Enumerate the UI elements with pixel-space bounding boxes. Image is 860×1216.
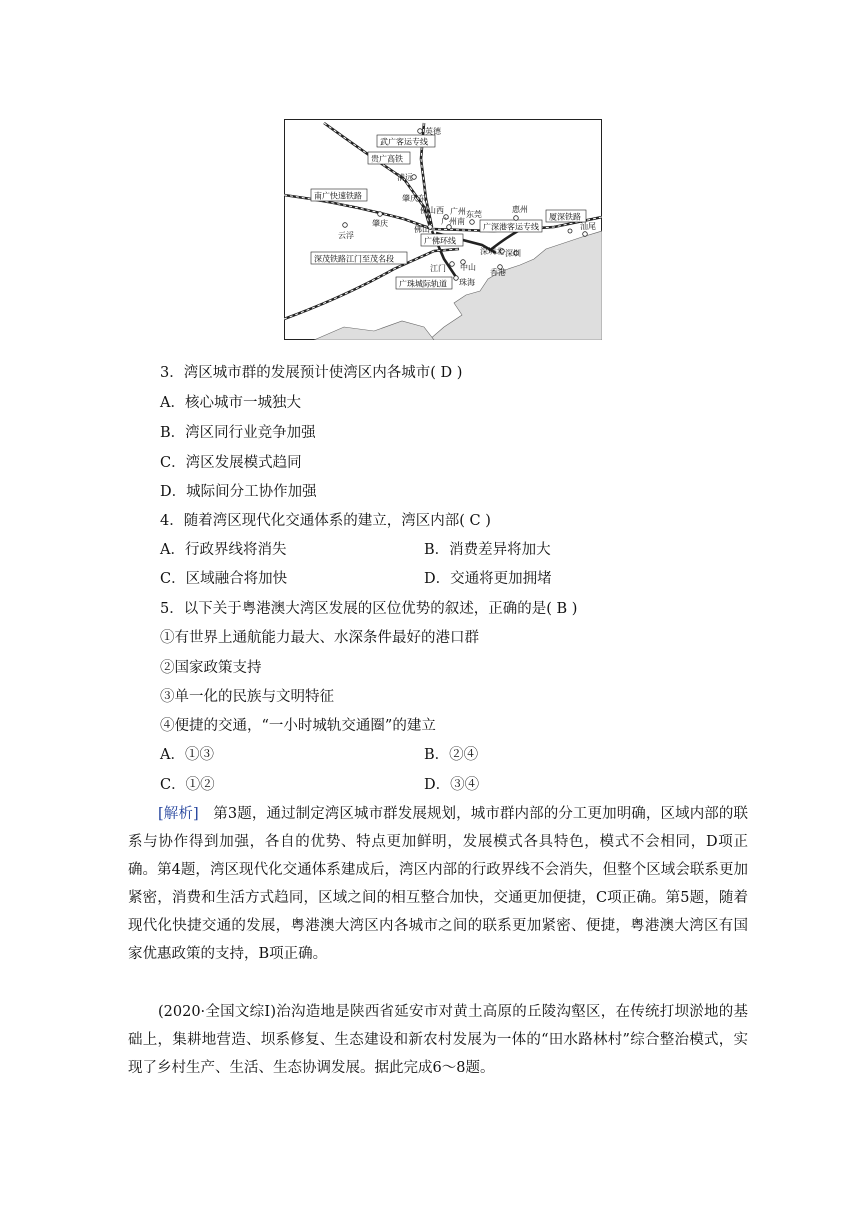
- rail-guangfo: 广佛环线: [424, 236, 456, 246]
- analysis-tag: [解析]: [158, 806, 199, 822]
- q5-option-d: D．③④: [424, 777, 480, 793]
- q4-option-d: D．交通将更加拥堵: [424, 571, 552, 587]
- rail-guiguang: 贵广高铁: [371, 154, 403, 164]
- rail-xiashen: 厦深铁路: [549, 212, 581, 222]
- city-yunfu: 云浮: [338, 231, 354, 240]
- q3-option-b: B．湾区同行业竞争加强: [160, 425, 316, 441]
- city-zhaoqing: 肇庆: [372, 219, 388, 228]
- rail-guangshengang: 广深港客运专线: [483, 222, 539, 232]
- q4-option-b: B．消费差异将加大: [424, 542, 551, 558]
- q5-statement-4: ④便捷的交通，“一小时城轨交通圈”的建立: [160, 718, 436, 734]
- q3-option-a: A．核心城市一城独大: [160, 395, 301, 411]
- q4-option-a: A．行政界线将消失: [160, 542, 287, 558]
- intro-paragraph: (2020·全国文综Ⅰ)治沟造地是陕西省延安市对黄土高原的丘陵沟壑区，在传统打坝淤地的基础上，集耕地营造、坝系修复、生态建设和新农村发展为一体的“田水路林村”综合整治模式，实现了乡村生产、生活、生态协调发展。据此完成6～8题。: [128, 1004, 748, 1076]
- analysis-text: 第3题，通过制定湾区城市群发展规划，城市群内部的分工更加明确，区域内部的联系与协作得到加强，各自的优势、特点更加鲜明，发展模式各具特色，模式不会相同，D项正确。第4题，湾区现代化交通体系建成后，湾区内部的行政界线不会消失，但整个区域会联系更加紧密，消费和生活方式趋同，区域之间的相互整合加快，交通更加便捷，C项正确。第5题，随着现代化快捷交通的发展，粤港澳大湾区内各城市之间的联系更加紧密、便捷，粤港澳大湾区有国家优惠政策的支持，B项正确。: [128, 806, 748, 962]
- city-guangzhou: 广州: [450, 207, 466, 216]
- city-zhongshan: 中山: [460, 263, 476, 272]
- q5-statement-1: ①有世界上通航能力最大、水深条件最好的港口群: [160, 630, 479, 646]
- q4-option-c: C．区域融合将加快: [160, 571, 288, 587]
- city-shenzhenbei: 深圳北: [480, 247, 504, 256]
- q3-stem: 3．湾区城市群的发展预计使湾区内各城市( D ): [160, 365, 463, 381]
- q3-option-d: D．城际间分工协作加强: [160, 484, 317, 500]
- city-shenzhen: 深圳: [505, 249, 521, 258]
- q3-option-c: C．湾区发展模式趋同: [160, 455, 302, 471]
- city-xianggang: 香港: [490, 268, 506, 277]
- city-dongguan: 东莞: [466, 210, 482, 219]
- analysis-paragraph: [128, 800, 748, 968]
- q5-statement-2: ②国家政策支持: [160, 660, 262, 676]
- rail-shenmao: 深茂铁路江门至茂名段: [314, 254, 394, 264]
- q5-statement-3: ③单一化的民族与文明特征: [160, 689, 334, 705]
- rail-nanguang: 南广快速铁路: [314, 191, 362, 201]
- city-qingyuan: 清远: [397, 173, 413, 182]
- city-shanwei: 汕尾: [580, 222, 596, 231]
- rail-wuguang: 武广客运专线: [380, 137, 428, 147]
- city-guangzhounan: 广州南: [441, 217, 465, 226]
- city-yingde: 英德: [425, 127, 441, 136]
- q5-option-c: C．①②: [160, 777, 215, 793]
- greater-bay-area-railway-map: [284, 119, 602, 340]
- city-foshan: 佛山: [414, 225, 430, 234]
- city-jiangmen: 江门: [430, 264, 446, 273]
- q4-stem: 4．随着湾区现代化交通体系的建立，湾区内部( C ): [160, 513, 491, 529]
- q5-option-b: B．②④: [424, 747, 479, 763]
- rail-guangzhu: 广珠城际轨道: [399, 279, 447, 289]
- city-foshanxi: 佛山西: [420, 206, 444, 215]
- q5-option-a: A．①③: [160, 747, 214, 763]
- city-huizhou: 惠州: [512, 205, 528, 214]
- city-zhuhai: 珠海: [459, 278, 475, 287]
- q5-stem: 5．以下关于粤港澳大湾区发展的区位优势的叙述，正确的是( B ): [160, 601, 578, 617]
- city-zhaoqingdong: 肇庆东: [402, 194, 426, 203]
